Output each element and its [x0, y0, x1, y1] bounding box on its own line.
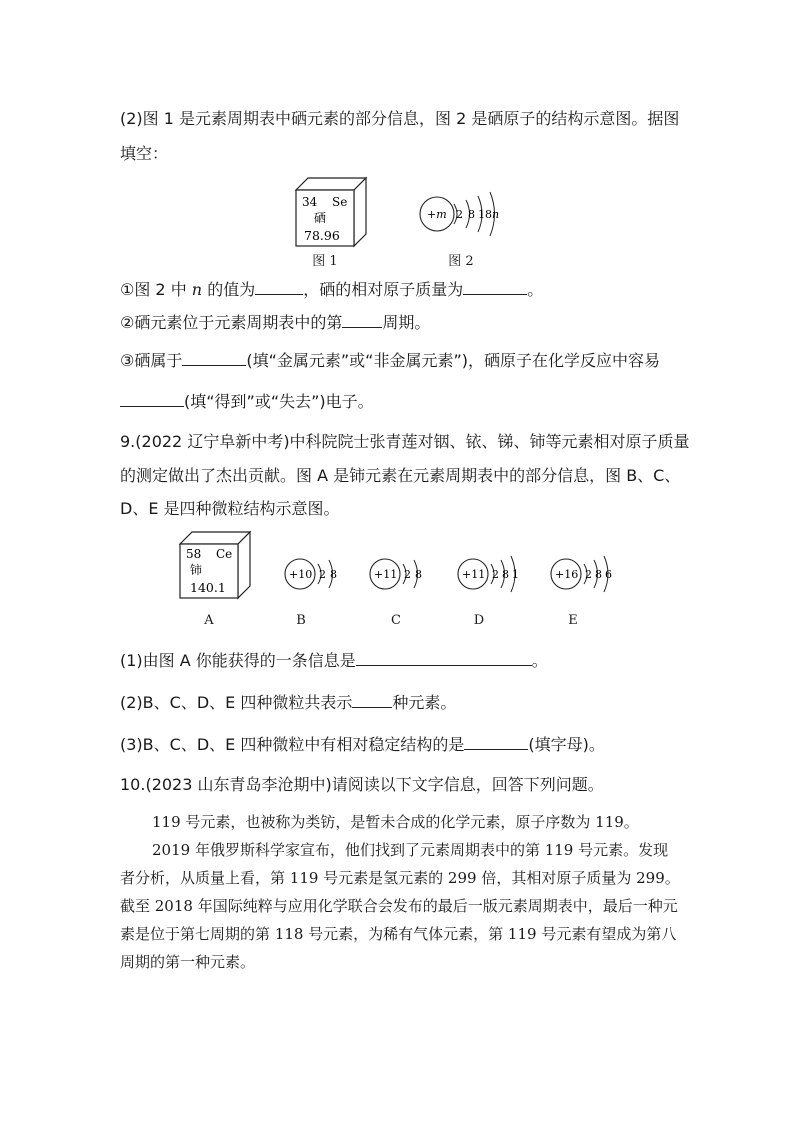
answer-blank-electron[interactable]: [120, 390, 184, 407]
cerium-mass: 140.1: [190, 580, 226, 595]
q10-paragraph-1: 119 号元素，也被称为类钫，是暂未合成的化学元素，原子序数为 119。: [152, 813, 639, 831]
selenium-shell-3: 18: [478, 208, 492, 221]
q10-passage: [120, 808, 680, 976]
selenium-element-cell-figure: [294, 176, 370, 248]
svg-text:8: 8: [415, 568, 422, 581]
q2-intro-line1: (2)图 1 是元素周期表中硒元素的部分信息，图 2 是硒原子的结构示意图。据图: [120, 109, 680, 128]
cerium-name: 铈: [190, 563, 203, 577]
q9-sub3: (3)B、C、D、E 四种微粒中有相对稳定结构的是 (填字母)。: [120, 735, 605, 754]
cerium-number: 58: [186, 547, 202, 561]
particle-d-figure: [455, 545, 525, 603]
selenium-atom-structure-figure: [416, 180, 506, 248]
answer-blank-element-count[interactable]: [352, 691, 392, 708]
selenium-mass: 78.96: [304, 228, 340, 243]
selenium-shell-1: 2: [456, 208, 463, 221]
svg-text:2: 2: [319, 568, 326, 581]
figure2-caption: 图 2: [448, 254, 474, 269]
svg-text:8: 8: [595, 568, 602, 581]
particle-b-nucleus: +10: [289, 568, 313, 581]
particle-b-label: B: [296, 613, 306, 628]
particle-d-nucleus: +11: [462, 568, 486, 581]
q2-intro-line2: 填空：: [120, 144, 169, 163]
q2-sub3-line2: (填“得到”或“失去”)电子。: [120, 390, 374, 413]
answer-blank-mass[interactable]: [463, 278, 527, 295]
particle-c-nucleus: +11: [374, 568, 398, 581]
q9-line1: 9.(2022 辽宁阜新中考)中科院院士张青莲对铟、铱、锑、铈等元素相对原子质量: [120, 432, 690, 451]
answer-blank-element-type[interactable]: [182, 349, 246, 366]
particle-d-label: D: [473, 613, 485, 628]
svg-text:8: 8: [330, 568, 337, 581]
svg-text:1: 1: [512, 568, 519, 581]
svg-text:2: 2: [492, 568, 499, 581]
svg-text:6: 6: [605, 568, 612, 581]
q2-sub1: ①图 2 中 n 的值为 ，硒的相对原子质量为 。: [120, 280, 544, 299]
svg-text:8: 8: [502, 568, 509, 581]
q9-line2: 的测定做出了杰出贡献。图 A 是铈元素在元素周期表中的部分信息，图 B、C、: [120, 466, 681, 485]
answer-blank-info[interactable]: [356, 649, 532, 666]
svg-text:2: 2: [585, 568, 592, 581]
q10-paragraph-2: 2019 年俄罗斯科学家宣布，他们找到了元素周期表中的第 119 号元素。发现者分析，从质量上看，第 119 号元素是氢元素的 299 倍，其相对原子质量为 299。截至 2018 年国际纯粹与应用化学联合会发布的最后一版元素周期表中，最后一种元素是位于第七周期的第 118 号元素，为稀有气体元素，第 119 号元素有望成为第八周期的第一种元素。: [120, 841, 680, 971]
q2-sub3-line1: ③硒属于 (填“金属元素”或“非金属元素”)，硒原子在化学反应中容易: [120, 351, 661, 370]
q9-sub2: (2)B、C、D、E 四种微粒共表示 种元素。: [120, 693, 457, 712]
figure-a-label: A: [204, 613, 214, 628]
cerium-symbol: Ce: [216, 547, 233, 561]
answer-blank-period[interactable]: [342, 311, 382, 328]
q9-sub1: (1)由图 A 你能获得的一条信息是 。: [120, 651, 548, 670]
figure1-caption: 图 1: [312, 254, 338, 269]
q9-line3: D、E 是四种微粒结构示意图。: [120, 499, 340, 518]
particle-e-figure: [548, 545, 618, 603]
particle-e-nucleus: +16: [555, 568, 579, 581]
particle-e-label: E: [568, 613, 578, 628]
selenium-shell-4: n: [492, 208, 500, 221]
particle-c-figure: [367, 545, 431, 603]
cerium-element-cell-figure: [178, 530, 254, 600]
svg-text:2: 2: [404, 568, 411, 581]
answer-blank-n[interactable]: [255, 278, 303, 295]
particle-c-label: C: [391, 613, 401, 628]
selenium-number: 34: [302, 195, 318, 209]
selenium-name: 硒: [314, 211, 327, 225]
selenium-shell-2: 8: [468, 208, 475, 221]
q2-sub2: ②硒元素位于元素周期表中的第 周期。: [120, 313, 431, 332]
selenium-nucleus: +m: [427, 208, 447, 221]
selenium-symbol: Se: [332, 195, 348, 209]
particle-b-figure: [282, 545, 346, 603]
q10-line1: 10.(2023 山东青岛李沧期中)请阅读以下文字信息，回答下列问题。: [120, 775, 604, 794]
answer-blank-stable[interactable]: [464, 733, 528, 750]
